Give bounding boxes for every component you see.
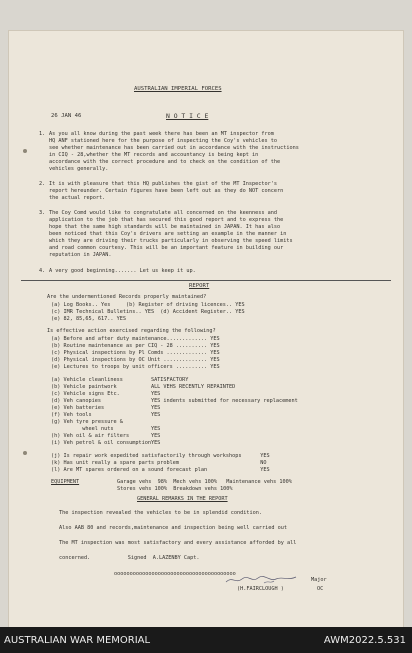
para-4-number: 4. — [39, 268, 46, 274]
signatory-rank: Major — [311, 577, 327, 583]
document-title: AUSTRALIAN IMPERIAL FORCES — [134, 86, 222, 92]
notice-heading: N O T I C E — [166, 112, 209, 120]
para-2-line: report hereunder. Certain figures have been left out as they do NOT concern — [49, 188, 284, 194]
vehicle-check-item: (e) Veh batteries YES — [51, 405, 161, 411]
remarks-line: The MT inspection was most satisfactory and every assistance afforded by all — [59, 540, 297, 546]
check-item: (d) Physical inspections by OC Unit .............. YES — [51, 357, 220, 363]
para-1-line: in CIQ - 28,whether the MT records and accountancy is being kept in — [49, 152, 259, 158]
para-1-line: As you all know during the past week there has been an MT inspector from — [49, 131, 274, 137]
signatory-appointment: OC — [317, 586, 324, 592]
para-3-number: 3. — [39, 210, 46, 216]
para-2-line: the actual report. — [49, 195, 106, 201]
equipment-label: EQUIPMENT — [51, 479, 80, 485]
para-2-line: It is with pleasure that this HQ publishes the gist of the MT Inspector's — [49, 181, 277, 187]
vehicle-check-item: wheel nuts YES — [51, 426, 161, 432]
vehicle-check-item: (g) Veh tyre pressure & — [51, 419, 123, 425]
check-item: (a) Before and after duty maintenance............. YES — [51, 336, 220, 342]
punch-hole — [23, 451, 27, 455]
para-3-line: reputation in JAPAN. — [49, 252, 112, 258]
footer-accession-number: AWM2022.5.531 — [323, 635, 406, 646]
action-question: Is effective action exercised regarding the following? — [47, 328, 216, 334]
para-1-line: see whether maintenance has been carried out in accordance with the instructions — [49, 145, 299, 151]
vehicle-check-item: (c) Vehicle signs Etc. YES — [51, 391, 161, 397]
para-3-line: The Coy Comd would like to congratulate all concerned on the keenness and — [49, 210, 277, 216]
remarks-line: Also AAB 80 and records,maintenance and inspection being well carried out — [59, 525, 287, 531]
records-item: (a) Log Books.. Yes (b) Register of driving licences.. YES — [51, 302, 245, 308]
repair-item: (j) Is repair work expedited satisfactorily through workshops YES — [51, 453, 270, 459]
vehicle-check-item: (h) Veh oil & air filters YES — [51, 433, 161, 439]
para-3-line: application to the job that has secured this good report and to express the — [49, 217, 284, 223]
para-3-line: which they are driving their trucks particularly in observing the speed limits — [49, 238, 293, 244]
para-1-line: HQ ANF stationed here for the purpose of inspecting the Coy's vehicles to — [49, 138, 277, 144]
para-3-line: been noticed that this Coy's drivers are setting an example in the manner in — [49, 231, 287, 237]
repair-item: (k) Has unit really a spare parts problem NO — [51, 460, 267, 466]
para-1-number: 1. — [39, 131, 46, 137]
check-item: (c) Physical inspections by Pl Comds ............. YES — [51, 350, 220, 356]
section-divider — [21, 280, 391, 281]
document-page — [8, 30, 404, 630]
para-2-number: 2. — [39, 181, 46, 187]
para-1-line: accordance with the correct procedure and to check on the condition of the — [49, 159, 281, 165]
document-date: 26 JAN 46 — [51, 113, 82, 119]
vehicle-check-item: (b) Vehicle paintwork ALL VEHS RECENTLY REPAINTED — [51, 384, 236, 390]
signatory-name: (H.FAIRCLOUGH ) — [237, 586, 284, 592]
equipment-line: Stores vehs 100% Breakdown vehs 100% — [117, 486, 233, 492]
para-3-line: and road common courtesy. This will be an important feature in building our — [49, 245, 284, 251]
footer-institution: AUSTRALIAN WAR MEMORIAL — [4, 635, 151, 646]
punch-hole — [23, 149, 27, 153]
equipment-line: Garage vehs 98% Mech vehs 100% Maintenance vehs 100% — [117, 479, 292, 485]
check-item: (e) Lectures to troops by unit officers .......... YES — [51, 364, 220, 370]
vehicle-check-item: (i) Veh petrol & oil consumptionYES — [51, 440, 161, 446]
records-question: Are the undermentioned Records properly maintained? — [47, 294, 207, 300]
records-item: (c) IMR Technical Bulletins.. YES (d) Accident Register.. YES — [51, 309, 245, 315]
handwritten-signature — [224, 574, 304, 586]
remarks-line: The inspection revealed the vehicles to be in splendid condition. — [59, 510, 263, 516]
para-3-line: hope that the same high standards will be maintained in JAPAN. It has also — [49, 224, 281, 230]
footer-bar — [0, 627, 412, 653]
dots-separator: ooooooooooooooooooooooooooooooooooooooo — [114, 571, 236, 577]
report-heading: REPORT — [189, 283, 210, 289]
check-item: (b) Routine maintenance as per CIQ - 28 .......... YES — [51, 343, 220, 349]
general-remarks-heading: GENERAL REMARKS IN THE REPORT — [137, 496, 228, 502]
vehicle-check-item: (d) Veh canopies YES indents submitted for necessary replacement — [51, 398, 298, 404]
vehicle-check-item: (a) Vehicle cleanliness SATISFACTORY — [51, 377, 189, 383]
records-item: (e) 82, 85,65, 617.. YES — [51, 316, 126, 322]
vehicle-check-item: (f) Veh tools YES — [51, 412, 161, 418]
para-1-line: vehicles generally. — [49, 166, 109, 172]
repair-item: (l) Are MT spares ordered on a sound forecast plan YES — [51, 467, 270, 473]
para-4-line: A very good beginning....... Let us keep it up. — [49, 268, 196, 274]
remarks-line: concerned. Signed A.LAZENBY Capt. — [59, 555, 200, 561]
